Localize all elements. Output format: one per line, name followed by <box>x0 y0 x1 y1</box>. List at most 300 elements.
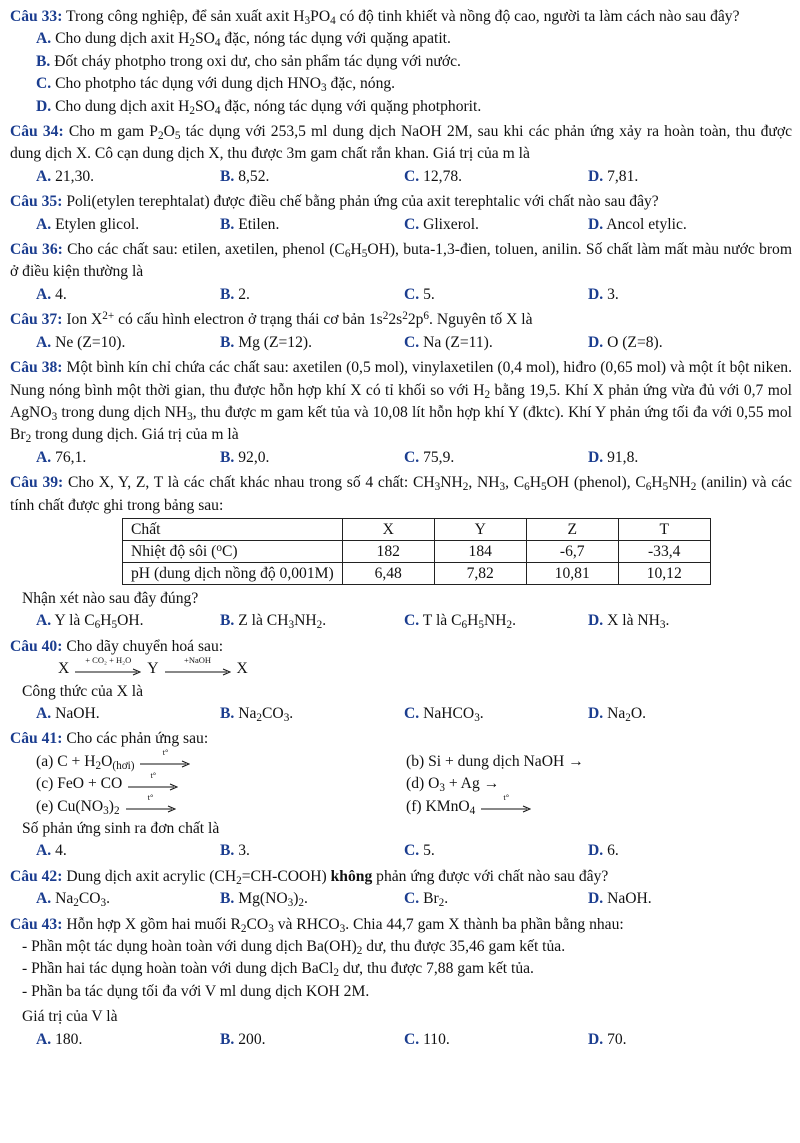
reaction-e <box>36 792 406 818</box>
option-text: Etilen. <box>238 215 280 233</box>
question-label: Câu 41: <box>10 730 63 748</box>
option-text: 6. <box>607 842 619 860</box>
option-text: NH <box>483 612 507 630</box>
option-d[interactable] <box>588 332 772 354</box>
part-text: - Phần một tác dụng hoàn toàn với dung dịch Ba(OH) <box>22 938 357 956</box>
stem-text: OH), buta-1,3-đien, toluen, anilin. Số chất làm mất màu nước brom ở điều kiện thường là <box>10 241 792 281</box>
reaction-arrow <box>140 747 190 768</box>
question-label: Câu 39: <box>10 474 64 492</box>
options-row <box>10 888 792 910</box>
part-text: dư, thu được 35,46 gam kết tủa. <box>362 938 566 956</box>
option-text: Mg (Z=12). <box>238 333 312 351</box>
option-letter: D. <box>588 448 604 466</box>
subscript: 2 <box>506 619 513 632</box>
option-b[interactable] <box>220 332 404 354</box>
option-text: NaOH. <box>607 890 652 908</box>
option-letter: C. <box>36 75 52 93</box>
option-b[interactable] <box>220 840 404 862</box>
option-d[interactable] <box>588 447 772 469</box>
table-cell: 182 <box>342 540 434 562</box>
option-c[interactable] <box>404 840 588 862</box>
table-header-row <box>123 518 711 540</box>
question-36-stem <box>10 239 792 284</box>
option-letter: A. <box>36 704 52 722</box>
option-letter: D. <box>36 97 52 115</box>
question-34-stem <box>10 121 792 166</box>
question-34 <box>10 121 792 188</box>
option-c[interactable] <box>404 610 588 632</box>
stem-text: trong dung dịch NH <box>57 403 188 421</box>
stem-text: trong dung dịch. Giá trị của m là <box>31 426 239 444</box>
question-39 <box>10 472 792 633</box>
superscript: 6 <box>423 310 430 323</box>
subscript: 2 <box>316 619 323 632</box>
question-label: Câu 42: <box>10 867 63 885</box>
part-one <box>10 936 792 958</box>
question-37 <box>10 309 792 354</box>
table-row <box>123 562 711 584</box>
table-header-cell: Chất <box>123 518 343 540</box>
subscript: 2 <box>240 922 247 935</box>
reaction-text: (e) Cu(NO <box>36 797 104 815</box>
subscript: 6 <box>461 619 468 632</box>
stem-text: Trong công nghiệp, để sản xuất axit H <box>66 8 305 25</box>
cell-text: C) <box>221 542 238 560</box>
option-a[interactable] <box>36 1029 220 1051</box>
subscript: 3 <box>499 480 506 493</box>
stem-text: PO <box>310 8 331 25</box>
option-letter: C. <box>404 612 420 630</box>
species-x: X <box>236 660 248 678</box>
option-letter: C. <box>404 285 420 303</box>
subscript: 2 <box>157 129 164 142</box>
option-letter: B. <box>220 448 235 466</box>
subscript: 2 <box>189 104 195 117</box>
option-text: . <box>322 612 327 630</box>
option-text: Y là C <box>54 612 95 630</box>
option-a[interactable] <box>36 284 220 306</box>
arrow-icon <box>126 805 176 813</box>
option-letter: A. <box>36 1030 52 1048</box>
option-text: Na (Z=11). <box>423 333 493 351</box>
option-b[interactable] <box>220 214 404 236</box>
arrow-condition: + CO₂ + H₂O <box>85 654 132 665</box>
stem-text: 2p <box>407 311 424 329</box>
superscript: o <box>216 541 222 554</box>
option-text: SO <box>194 30 215 48</box>
subscript: 4 <box>214 37 221 50</box>
stem-text: Cho dãy chuyển hoá sau: <box>66 637 224 655</box>
option-d[interactable] <box>588 166 772 188</box>
subscript: 6 <box>344 247 351 260</box>
part-text: - Phần hai tác dụng hoàn toàn với dung dịch BaCl <box>22 960 334 978</box>
option-letter: B. <box>220 1030 235 1048</box>
options-row <box>10 1029 792 1051</box>
option-d[interactable] <box>10 96 792 118</box>
reaction-d <box>406 773 776 795</box>
option-d[interactable] <box>588 610 772 632</box>
option-c[interactable] <box>404 447 588 469</box>
stem-text: và RHCO <box>273 915 340 933</box>
stem-text: =CH-COOH) <box>241 867 331 885</box>
species-y: Y <box>147 660 159 678</box>
option-a[interactable] <box>36 703 220 725</box>
cell-text: Nhiệt độ sôi ( <box>131 542 217 560</box>
option-d[interactable] <box>588 284 772 306</box>
stem-text: O <box>163 123 175 141</box>
stem-text: Cho X, Y, Z, T là các chất khác nhau trong số 4 chất: CH <box>67 474 435 492</box>
option-text: Na <box>55 890 74 908</box>
option-c[interactable] <box>404 332 588 354</box>
question-42 <box>10 866 792 911</box>
option-c[interactable] <box>10 73 792 95</box>
options-row <box>10 703 792 725</box>
question-38 <box>10 357 792 469</box>
option-letter: B. <box>220 167 235 185</box>
options-row <box>10 447 792 469</box>
option-d[interactable] <box>588 888 772 910</box>
question-39-stem <box>10 472 792 517</box>
subscript: 5 <box>662 480 669 493</box>
question-35-stem <box>10 191 792 213</box>
option-text: . <box>512 612 517 630</box>
stem-text: Một bình kín chỉ chứa các chất sau: axetilen (0,5 mol), vinylaxetilen (0,4 mol), hiđro (0,65 mol) và một ít bột niken. Nung nóng bình một thời gian, thu được hỗn hợp khí X có tỉ khối so với H <box>10 359 792 399</box>
subscript: 3 <box>100 897 107 910</box>
emphasis-text: không <box>330 867 373 885</box>
reaction-text: (b) Si + dung dịch NaOH <box>406 752 565 770</box>
option-letter: D. <box>588 215 604 233</box>
stem-text: Cho m gam P <box>68 123 158 141</box>
reaction-text: (a) C + H <box>36 752 96 770</box>
superscript: 2 <box>402 310 408 323</box>
option-letter: A. <box>36 842 52 860</box>
subscript: 2 <box>356 944 363 957</box>
stem-text: 2s <box>388 311 403 329</box>
subscript: 3 <box>287 897 294 910</box>
option-letter: C. <box>404 842 420 860</box>
stem-text: . Nguyên tố X là <box>429 311 533 329</box>
question-33-stem <box>10 6 792 28</box>
question-40 <box>10 636 792 726</box>
option-letter: D. <box>588 612 604 630</box>
question-prompt: Công thức của X là <box>22 682 144 700</box>
option-c[interactable] <box>404 214 588 236</box>
reaction-b <box>406 751 776 773</box>
option-text: CO <box>78 890 101 908</box>
option-letter: D. <box>588 333 604 351</box>
arrow-condition: t° <box>147 792 154 803</box>
option-text: H <box>467 612 479 630</box>
table-cell: -33,4 <box>618 540 710 562</box>
subscript: 2 <box>236 874 242 887</box>
option-text: Ancol etylic. <box>606 215 687 233</box>
species-x: X <box>58 660 70 678</box>
subscript: 6 <box>524 480 530 493</box>
subscript: 2 <box>333 967 340 980</box>
option-text: NaHCO <box>423 704 475 722</box>
subscript: 3 <box>51 410 58 423</box>
part-two <box>10 958 792 980</box>
subscript: 2 <box>189 37 195 50</box>
arrow-condition: t° <box>150 769 157 780</box>
option-text: 12,78. <box>423 167 463 185</box>
option-text: T là C <box>422 612 462 630</box>
option-letter: C. <box>404 215 420 233</box>
subscript: (hơi) <box>112 759 135 772</box>
option-a[interactable] <box>36 332 220 354</box>
option-b[interactable] <box>220 703 404 725</box>
reaction-arrow <box>75 654 141 676</box>
question-label: Câu 33: <box>10 8 63 25</box>
subscript: 5 <box>174 129 181 142</box>
reaction-c <box>36 769 406 795</box>
option-text: Đốt cháy photpho trong oxi dư, cho sản phẩm tác dụng với nước. <box>54 52 461 70</box>
option-c[interactable] <box>404 1029 588 1051</box>
part-three: - Phần ba tác dụng tối đa với V ml dung dịch KOH 2M. <box>22 982 370 1000</box>
reaction-a <box>36 747 406 773</box>
option-text: 4. <box>55 842 67 860</box>
subscript: 3 <box>339 922 346 935</box>
option-text: . <box>289 704 294 722</box>
subscript: 5 <box>111 619 118 632</box>
subscript: 2 <box>256 711 263 724</box>
subscript: 3 <box>659 619 666 632</box>
reaction-arrow <box>126 792 176 813</box>
option-d[interactable] <box>588 840 772 862</box>
option-b[interactable] <box>220 447 404 469</box>
option-letter: D. <box>588 890 604 908</box>
option-text: NH <box>294 612 317 630</box>
arrow-icon <box>75 668 141 676</box>
option-text: 3. <box>238 842 250 860</box>
subscript: 5 <box>478 619 484 632</box>
option-c[interactable] <box>404 284 588 306</box>
option-letter: A. <box>36 333 52 351</box>
question-label: Câu 43: <box>10 915 63 933</box>
subscript: 5 <box>541 480 547 493</box>
option-text: H <box>100 612 112 630</box>
option-a[interactable] <box>36 840 220 862</box>
option-c[interactable] <box>404 888 588 910</box>
option-text: Etylen glicol. <box>55 215 140 233</box>
stem-text: tác dụng với 253,5 ml dung dịch NaOH 2M, sau khi các phản ứng xảy ra hoàn toàn, thu được dung dịch X. Cô cạn dung dịch X, thu được 3m gam chất rắn khan. Giá trị của m là <box>10 123 793 163</box>
option-a[interactable] <box>36 610 220 632</box>
option-letter: C. <box>404 448 420 466</box>
arrow-condition: t° <box>162 747 169 758</box>
option-letter: C. <box>404 704 420 722</box>
arrow-icon: → <box>483 775 500 793</box>
stem-text: CO <box>246 915 269 933</box>
option-text: Ne (Z=10). <box>55 333 126 351</box>
question-37-stem <box>10 309 792 331</box>
option-text: X là NH <box>607 612 660 630</box>
options-row <box>10 840 792 862</box>
stem-text: Hỗn hợp X gồm hai muối R <box>66 915 241 933</box>
option-d[interactable] <box>588 214 772 236</box>
option-text: 2. <box>238 285 250 303</box>
option-a[interactable] <box>36 447 220 469</box>
option-letter: B. <box>220 842 235 860</box>
stem-text: phản ứng được với chất nào sau đây? <box>372 867 609 885</box>
subscript: 5 <box>361 247 368 260</box>
table-header-cell: T <box>618 518 710 540</box>
reaction-arrow <box>165 654 231 676</box>
table-cell: 10,81 <box>526 562 618 584</box>
option-b[interactable] <box>220 610 404 632</box>
option-letter: D. <box>588 285 604 303</box>
stem-text: (anilin) và các tính chất được ghi trong bảng sau: <box>10 474 792 514</box>
option-b[interactable] <box>220 1029 404 1051</box>
option-text: 21,30. <box>55 167 95 185</box>
option-c[interactable] <box>404 703 588 725</box>
option-text: Na <box>607 704 626 722</box>
option-letter: A. <box>36 215 52 233</box>
option-b[interactable] <box>220 888 404 910</box>
reaction-text: (d) O <box>406 775 440 793</box>
option-letter: A. <box>36 890 52 908</box>
option-b[interactable] <box>10 51 792 73</box>
subscript: 2 <box>113 804 120 817</box>
option-text: . <box>444 890 449 908</box>
table-cell: 10,12 <box>618 562 710 584</box>
superscript: 2 <box>382 310 389 323</box>
stem-text: , thu được m gam kết tủa và 10,08 lít hỗn hợp khí Y (đktc). Khí Y phản ứng tối đa với 0,55 mol Br <box>10 403 792 444</box>
table-cell: 6,48 <box>342 562 434 584</box>
arrow-icon <box>481 805 531 813</box>
stem-text: Cho các phản ứng sau: <box>66 730 209 748</box>
option-text: 3. <box>607 285 619 303</box>
option-text: đặc, nóng. <box>326 75 396 93</box>
option-letter: A. <box>36 167 52 185</box>
stem-text: Cho các chất sau: etilen, axetilen, phenol (C <box>67 241 345 259</box>
option-text: 200. <box>238 1030 266 1048</box>
question-41-stem <box>10 728 792 750</box>
option-c[interactable] <box>404 166 588 188</box>
option-text: 5. <box>423 285 435 303</box>
option-letter: D. <box>588 704 604 722</box>
option-letter: B. <box>220 704 235 722</box>
option-b[interactable] <box>220 166 404 188</box>
subscript: 2 <box>438 897 445 910</box>
question-41 <box>10 728 792 862</box>
subscript: 4 <box>330 14 336 27</box>
option-letter: B. <box>220 890 235 908</box>
exam-page <box>10 0 792 1051</box>
subscript: 6 <box>645 480 652 493</box>
option-text: đặc, nóng tác dụng với quặng photphorit. <box>220 97 482 115</box>
option-text: Cho photpho tác dụng với dung dịch HNO <box>55 75 322 93</box>
option-text: Br <box>423 890 439 908</box>
option-text: 7,81. <box>607 167 639 185</box>
option-text: 110. <box>423 1030 450 1048</box>
option-d[interactable] <box>588 703 772 725</box>
subscript: 3 <box>283 711 290 724</box>
subscript: 2 <box>73 897 79 910</box>
option-text: ) <box>293 890 299 908</box>
option-letter: B. <box>220 612 235 630</box>
question-label: Câu 34: <box>10 123 64 141</box>
stem-text: có độ tinh khiết và nồng độ cao, người ta làm cách nào sau đây? <box>335 8 740 25</box>
reaction-f <box>406 792 776 818</box>
question-label: Câu 38: <box>10 359 63 377</box>
subscript: 3 <box>321 82 327 95</box>
stem-text: NH <box>440 474 463 492</box>
subscript: 2 <box>690 480 697 493</box>
option-letter: C. <box>404 890 420 908</box>
option-text: 75,9. <box>423 448 455 466</box>
option-text: Cho dung dịch axit H <box>55 30 190 48</box>
question-42-stem <box>10 866 792 888</box>
table-row-label: pH (dung dịch nồng độ 0,001M) <box>123 562 343 584</box>
table-cell: -6,7 <box>526 540 618 562</box>
part-text: dư, thu được 7,88 gam kết tủa. <box>339 960 534 978</box>
stem-text: , NH <box>468 474 500 492</box>
option-a[interactable] <box>36 888 220 910</box>
properties-table <box>122 518 711 585</box>
reaction-arrow <box>481 792 531 813</box>
table-cell: 184 <box>434 540 526 562</box>
subscript: 2 <box>25 433 32 446</box>
option-letter: A. <box>36 448 52 466</box>
option-a[interactable] <box>36 214 220 236</box>
stem-text: NH <box>668 474 691 492</box>
option-text: 5. <box>423 842 435 860</box>
option-text: đặc, nóng tác dụng với quặng apatit. <box>220 30 451 48</box>
option-text: 76,1. <box>55 448 87 466</box>
table-row <box>123 540 711 562</box>
subscript: 3 <box>187 410 193 423</box>
option-d[interactable] <box>588 1029 772 1051</box>
question-label: Câu 36: <box>10 241 63 259</box>
option-letter: B. <box>220 215 235 233</box>
question-35 <box>10 191 792 236</box>
option-text: . <box>106 890 111 908</box>
arrow-icon: → <box>568 752 584 770</box>
stem-text: bằng 19,5. Khí X phản ứng vừa đủ với 0,7 mol AgNO <box>10 381 792 421</box>
option-a[interactable] <box>10 28 792 50</box>
subscript: 3 <box>434 480 441 493</box>
option-letter: D. <box>588 842 604 860</box>
options-row <box>10 166 792 188</box>
option-a[interactable] <box>36 166 220 188</box>
option-letter: A. <box>36 285 52 303</box>
stem-text: Ion X <box>66 311 103 329</box>
subscript: 2 <box>484 388 491 401</box>
option-text: SO <box>194 97 215 115</box>
reactions-grid <box>10 747 792 818</box>
superscript: 2+ <box>102 310 115 323</box>
option-letter: B. <box>220 333 235 351</box>
subscript: 4 <box>214 104 221 117</box>
subscript: 3 <box>288 619 295 632</box>
subscript: 6 <box>94 619 101 632</box>
option-letter: D. <box>588 1030 604 1048</box>
option-b[interactable] <box>220 284 404 306</box>
question-38-stem <box>10 357 792 447</box>
option-text: OH. <box>117 612 144 630</box>
subscript: 3 <box>103 804 109 817</box>
reaction-chain <box>10 654 792 680</box>
subscript: 2 <box>95 759 102 772</box>
option-text: 180. <box>55 1030 83 1048</box>
option-text: Mg(NO <box>238 890 288 908</box>
option-text: Z là CH <box>238 612 289 630</box>
option-text: 92,0. <box>238 448 270 466</box>
option-text: Na <box>238 704 257 722</box>
stem-text: có cấu hình electron ở trạng thái cơ bản 1s <box>114 311 383 329</box>
question-prompt: Nhận xét nào sau đây đúng? <box>22 589 199 607</box>
option-letter: B. <box>220 285 235 303</box>
